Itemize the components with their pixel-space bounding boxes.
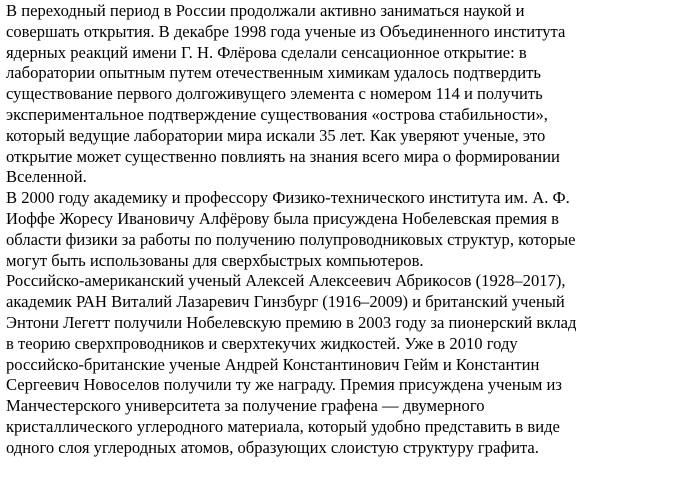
- text-line: В 2000 году академику и профессору Физико-технического института им. А. Ф.: [6, 188, 570, 208]
- text-line: лаборатории опытным путем отечественным химикам удалось подтвердить: [6, 63, 541, 83]
- paragraph-alferov-nobel: [6, 188, 674, 271]
- text-line: в теорию сверхпроводников и сверхтекучих жидкостей. Уже в 2010 году: [6, 333, 518, 353]
- text-line: В переходный период в России продолжали активно заниматься наукой и: [6, 1, 525, 20]
- text-line: экспериментальное подтверждение существования «острова стабильности»,: [6, 104, 548, 124]
- paragraph-research-discoveries: [6, 1, 674, 188]
- text-line: Российско-американский ученый Алексей Алексеевич Абрикосов (1928–2017),: [6, 271, 566, 291]
- text-line: ядерных реакций имени Г. Н. Флёрова сделали сенсационное открытие: в: [6, 42, 527, 62]
- text-line: Сергеевич Новоселов получили ту же награду. Премия присуждена ученым из: [6, 375, 562, 395]
- text-line: Иоффе Жоресу Ивановичу Алфёрову была присуждена Нобелевская премия в: [6, 208, 559, 228]
- text-line: открытие может существенно повлиять на знания всего мира о формировании: [6, 146, 560, 166]
- text-line: существование первого долгоживущего элемента с номером 114 и получить: [6, 84, 543, 104]
- text-line: могут быть использованы для сверхбыстрых компьютеров.: [6, 250, 424, 270]
- text-line: совершать открытия. В декабре 1998 года ученые из Объединенного института: [6, 21, 566, 41]
- text-line: академик РАН Виталий Лазаревич Гинзбург (1916–2009) и британский ученый: [6, 292, 565, 312]
- text-line: кристаллического углеродного материала, который удобно представить в виде: [6, 416, 560, 436]
- paragraph-superconductivity-graphene: [6, 271, 674, 458]
- text-line: Манчестерского университета за получение графена — двумерного: [6, 396, 485, 416]
- text-line: Вселенной.: [6, 167, 87, 187]
- document-text: [6, 1, 674, 459]
- text-line: который ведущие лаборатории мира искали 35 лет. Как уверяют ученые, это: [6, 125, 546, 145]
- text-line: одного слоя углеродных атомов, образующих слоистую структуру графита.: [6, 437, 539, 457]
- text-line: российско-британские ученые Андрей Константинович Гейм и Константин: [6, 354, 540, 374]
- text-line: области физики за работы по получению полупроводниковых структур, которые: [6, 229, 576, 249]
- text-line: Энтони Легетт получили Нобелевскую премию в 2003 году за пионерский вклад: [6, 312, 577, 332]
